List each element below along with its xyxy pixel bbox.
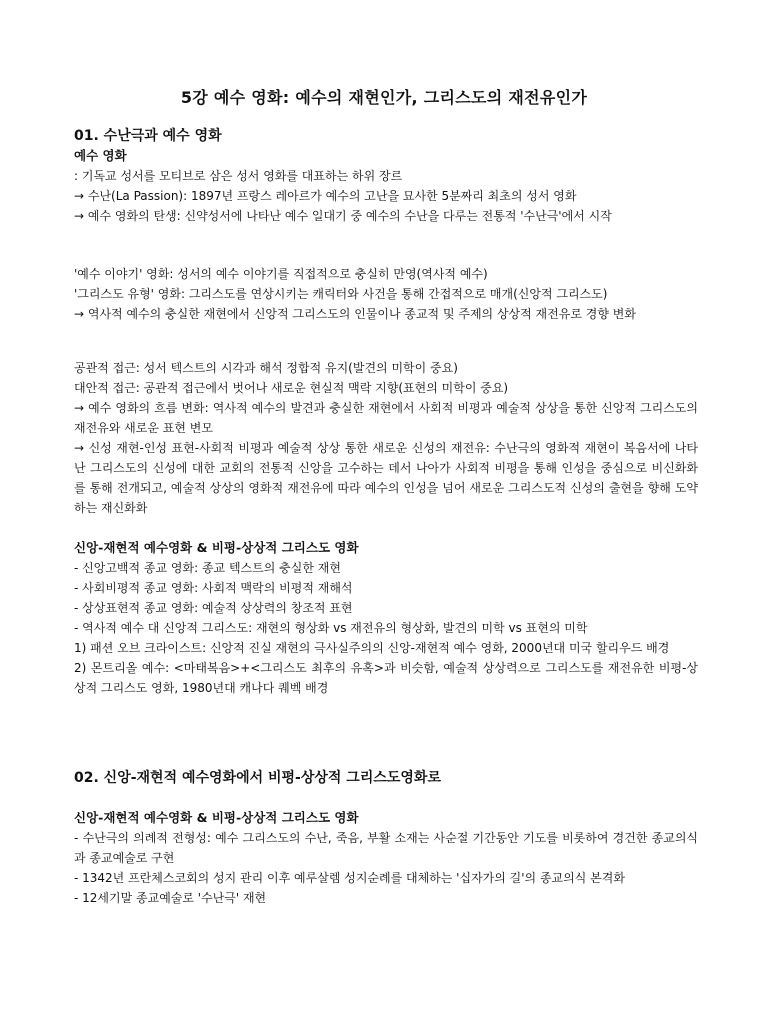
paragraph-line: '그리스도 유형' 영화: 그리스도를 연상시키는 캐릭터와 사건을 통해 간접적으로 매개(신앙적 그리스도) bbox=[74, 287, 608, 301]
list-item: - 상상표현적 종교 영화: 예술적 상상력의 창조적 표현 bbox=[74, 601, 353, 615]
paragraph-line: → 예수 영화의 흐름 변화: 역사적 예수의 발견과 충실한 재현에서 사회적 비평과 예술적 상상을 통한 신앙적 그리스도의 재전유와 새로운 표현 변모 bbox=[74, 401, 698, 435]
section-1-comparison bbox=[74, 538, 698, 698]
section-1-intro bbox=[74, 126, 698, 226]
list-item: - 역사적 예수 대 신앙적 그리스도: 재현의 형상화 vs 재전유의 형상화, 발견의 미학 vs 표현의 미학 bbox=[74, 621, 588, 635]
section-1-paragraph-3 bbox=[74, 358, 698, 518]
section-2-heading-block bbox=[74, 768, 698, 788]
page-title: 5강 예수 영화: 예수의 재현인가, 그리스도의 재전유인가 bbox=[180, 88, 588, 107]
section-2-heading: 02. 신앙-재현적 예수영화에서 비평-상상적 그리스도영화로 bbox=[74, 770, 441, 786]
section-1-paragraph-2 bbox=[74, 264, 698, 324]
list-item: 1) 패션 오브 크라이스트: 신앙적 진실 재현의 극사실주의의 신앙-재현적 예수 영화, 2000년대 미국 할리우드 배경 bbox=[74, 641, 670, 655]
paragraph-line: '예수 이야기' 영화: 성서의 예수 이야기를 직접적으로 충실히 만영(역사적 예수) bbox=[74, 267, 488, 281]
list-item: - 사회비평적 종교 영화: 사회적 맥락의 비평적 재해석 bbox=[74, 581, 353, 595]
list-item: - 12세기말 종교예술로 '수난극' 재현 bbox=[74, 891, 267, 905]
section-2-body bbox=[74, 808, 698, 908]
section-1-subheading: 예수 영화 bbox=[74, 148, 127, 163]
paragraph-line: → 예수 영화의 탄생: 신약성서에 나타난 예수 일대기 중 예수의 수난을 다루는 전통적 '수난극'에서 시작 bbox=[74, 209, 612, 223]
list-item: 2) 몬트리올 예수: <마태복음>+<그리스도 최후의 유혹>과 비슷함, 예술적 상상력으로 그리스도를 재전유한 비평-상상적 그리스도 영화, 1980년대 캐나다 퀘벡 배경 bbox=[74, 661, 698, 695]
paragraph-line: : 기독교 성서를 모티브로 삼은 성서 영화를 대표하는 하위 장르 bbox=[74, 169, 403, 183]
paragraph-line: → 역사적 예수의 충실한 재현에서 신앙적 그리스도의 인물이나 종교적 및 주제의 상상적 재전유로 경향 변화 bbox=[74, 307, 636, 321]
section-2-subheading: 신앙-재현적 예수영화 & 비평-상상적 그리스도 영화 bbox=[74, 810, 359, 825]
list-item: - 신앙고백적 종교 영화: 종교 텍스트의 충실한 재현 bbox=[74, 561, 341, 575]
section-1-heading: 01. 수난극과 예수 영화 bbox=[74, 128, 222, 144]
list-item: - 수난극의 의례적 전형성: 예수 그리스도의 수난, 죽음, 부활 소재는 사순절 기간동안 기도를 비롯하여 경건한 종교의식과 종교예술로 구현 bbox=[74, 831, 698, 865]
paragraph-line: 공관적 접근: 성서 텍스트의 시각과 해석 정합적 유지(발견의 미학이 중요) bbox=[74, 361, 458, 375]
list-item: - 1342년 프란체스코회의 성지 관리 이후 예루살렘 성지순례를 대체하는 '십자가의 길'의 종교의식 본격화 bbox=[74, 871, 625, 885]
paragraph-line: → 신성 재현-인성 표현-사회적 비평과 예술적 상상 통한 새로운 신성의 재전유: 수난극의 영화적 재현이 복음서에 나타난 그리스도의 신성에 대한 교회의 전통적 신앙을 고수하는 데서 나아가 사회적 비평을 통해 인성을 중심으로 비신화화를 통해 전개되고, 예술적 상상의 영화적 재전유에 따라 예수의 인성을 넘어 새로운 그리스도적 신성의 출현을 향해 도약하는 재신화화 bbox=[74, 441, 698, 515]
paragraph-line: → 수난(La Passion): 1897년 프랑스 레아르가 예수의 고난을 묘사한 5분짜리 최초의 성서 영화 bbox=[74, 189, 577, 203]
section-1-subheading-2: 신앙-재현적 예수영화 & 비평-상상적 그리스도 영화 bbox=[74, 540, 359, 555]
paragraph-line: 대안적 접근: 공관적 접근에서 벗어나 새로운 현실적 맥락 지향(표현의 미학이 중요) bbox=[74, 381, 509, 395]
